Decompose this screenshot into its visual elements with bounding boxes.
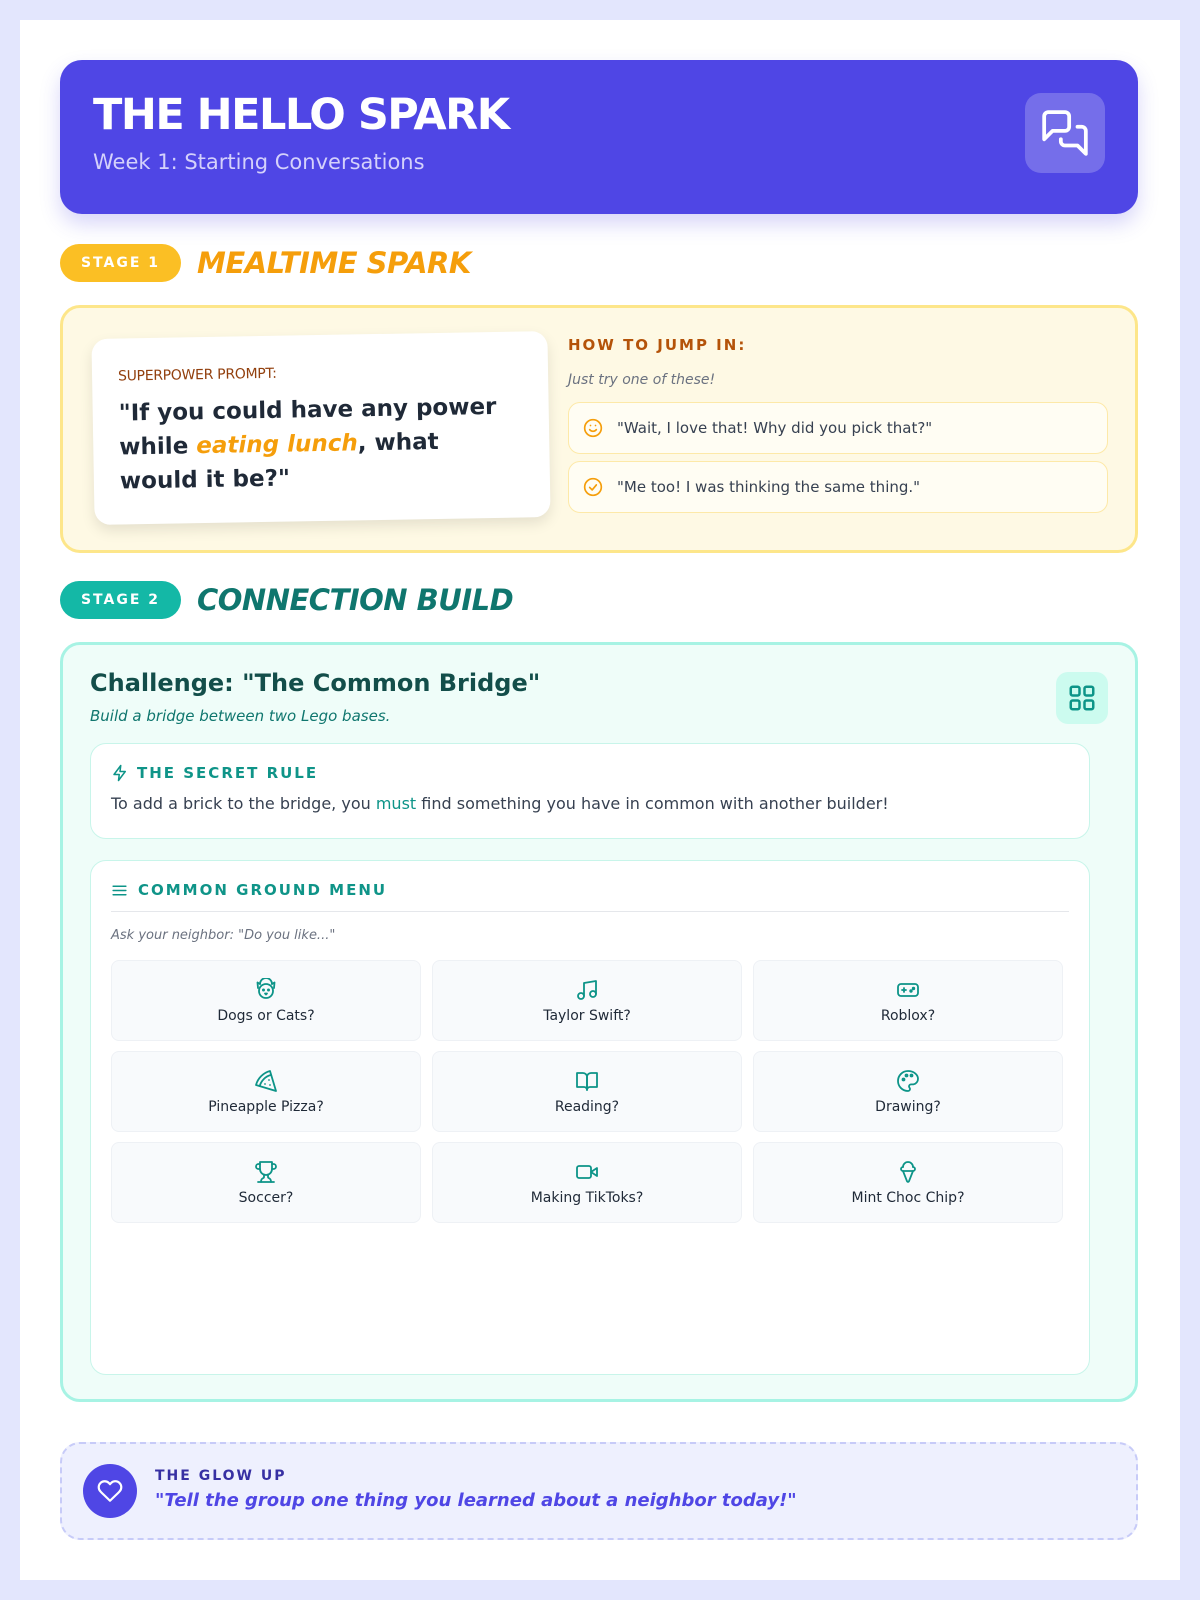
- topic-card[interactable]: [753, 1142, 1063, 1223]
- how-to-jump-in: [568, 336, 1108, 513]
- gamepad-icon: [896, 978, 920, 1002]
- topic-label: Making TikToks?: [530, 1189, 644, 1206]
- header-banner: [60, 60, 1138, 214]
- stage2-heading: [60, 581, 513, 619]
- topic-grid: [111, 960, 1063, 1223]
- glow-up-text: "Tell the group one thing you learned about a neighbor today!": [155, 1490, 797, 1511]
- stage1-badge: STAGE 1: [60, 244, 181, 282]
- topic-label: Dogs or Cats?: [217, 1007, 315, 1024]
- grid-icon: [1056, 672, 1108, 724]
- topic-label: Roblox?: [880, 1007, 936, 1024]
- worksheet-page: [20, 20, 1180, 1580]
- glow-up-heading: THE GLOW UP: [155, 1468, 287, 1484]
- topic-label: Taylor Swift?: [543, 1007, 631, 1024]
- smile-icon: [583, 418, 603, 438]
- topic-card[interactable]: [432, 960, 742, 1041]
- menu-heading: [111, 881, 1069, 912]
- topic-label: Drawing?: [875, 1098, 941, 1115]
- stage2-card: [60, 642, 1138, 1402]
- topic-card[interactable]: [111, 960, 421, 1041]
- topic-card[interactable]: [432, 1142, 742, 1223]
- glow-up-box: [60, 1442, 1138, 1540]
- pizza-icon: [254, 1069, 278, 1093]
- secret-rule-text: [111, 794, 1069, 813]
- topic-label: Pineapple Pizza?: [208, 1098, 324, 1115]
- secret-rule-heading: [111, 764, 1069, 782]
- topic-card[interactable]: [432, 1051, 742, 1132]
- lightning-icon: [111, 764, 129, 782]
- check-circle-icon: [583, 477, 603, 497]
- how-to-subheading: Just try one of these!: [568, 372, 716, 388]
- stage1-heading: [60, 244, 471, 282]
- challenge-title: Challenge: "The Common Bridge": [90, 669, 541, 697]
- secret-rule-heading-text: THE SECRET RULE: [137, 764, 319, 782]
- stage1-title: MEALTIME SPARK: [197, 246, 471, 280]
- book-icon: [575, 1069, 599, 1093]
- stage2-badge: STAGE 2: [60, 581, 181, 619]
- secret-rule-emphasis: must: [375, 794, 417, 813]
- trophy-icon: [254, 1160, 278, 1184]
- phrase-text: "Wait, I love that! Why did you pick that?": [617, 419, 933, 437]
- dog-icon: [254, 978, 278, 1002]
- menu-subheading: Ask your neighbor: "Do you like...": [111, 928, 336, 943]
- palette-icon: [896, 1069, 920, 1093]
- topic-label: Mint Choc Chip?: [851, 1189, 965, 1206]
- prompt-highlight: eating lunch: [196, 430, 358, 460]
- video-camera-icon: [575, 1160, 599, 1184]
- stage2-title: CONNECTION BUILD: [197, 583, 514, 617]
- prompt-text-end: , what would it be?": [119, 428, 439, 495]
- heart-icon: [83, 1464, 137, 1518]
- topic-card[interactable]: [753, 1051, 1063, 1132]
- secret-rule-text-end: find something you have in common with another builder!: [416, 794, 889, 813]
- ice-cream-icon: [896, 1160, 920, 1184]
- stage1-card: [60, 305, 1138, 553]
- topic-card[interactable]: [111, 1051, 421, 1132]
- music-note-icon: [575, 978, 599, 1002]
- secret-rule-box: [90, 743, 1090, 839]
- how-to-heading: HOW TO JUMP IN:: [568, 336, 747, 354]
- prompt-label: SUPERPOWER PROMPT:: [117, 365, 277, 385]
- topic-card[interactable]: [111, 1142, 421, 1223]
- topic-card[interactable]: [753, 960, 1063, 1041]
- challenge-subtitle: Build a bridge between two Lego bases.: [90, 707, 391, 725]
- chat-bubbles-icon: [1025, 93, 1105, 173]
- secret-rule-text-start: To add a brick to the bridge, you: [111, 794, 376, 813]
- phrase-item: [568, 402, 1108, 454]
- menu-heading-text: COMMON GROUND MENU: [138, 881, 388, 899]
- list-icon: [111, 882, 128, 899]
- page-subtitle: Week 1: Starting Conversations: [93, 150, 425, 174]
- phrase-text: "Me too! I was thinking the same thing.": [617, 478, 921, 496]
- superpower-prompt-card: [91, 331, 550, 525]
- phrase-item: [568, 461, 1108, 513]
- page-title: THE HELLO SPARK: [93, 90, 509, 140]
- prompt-text-start: "If you could have any power while: [118, 393, 497, 461]
- common-ground-menu: [90, 860, 1090, 1375]
- topic-label: Reading?: [554, 1098, 620, 1115]
- topic-label: Soccer?: [238, 1189, 294, 1206]
- prompt-text: [118, 389, 524, 498]
